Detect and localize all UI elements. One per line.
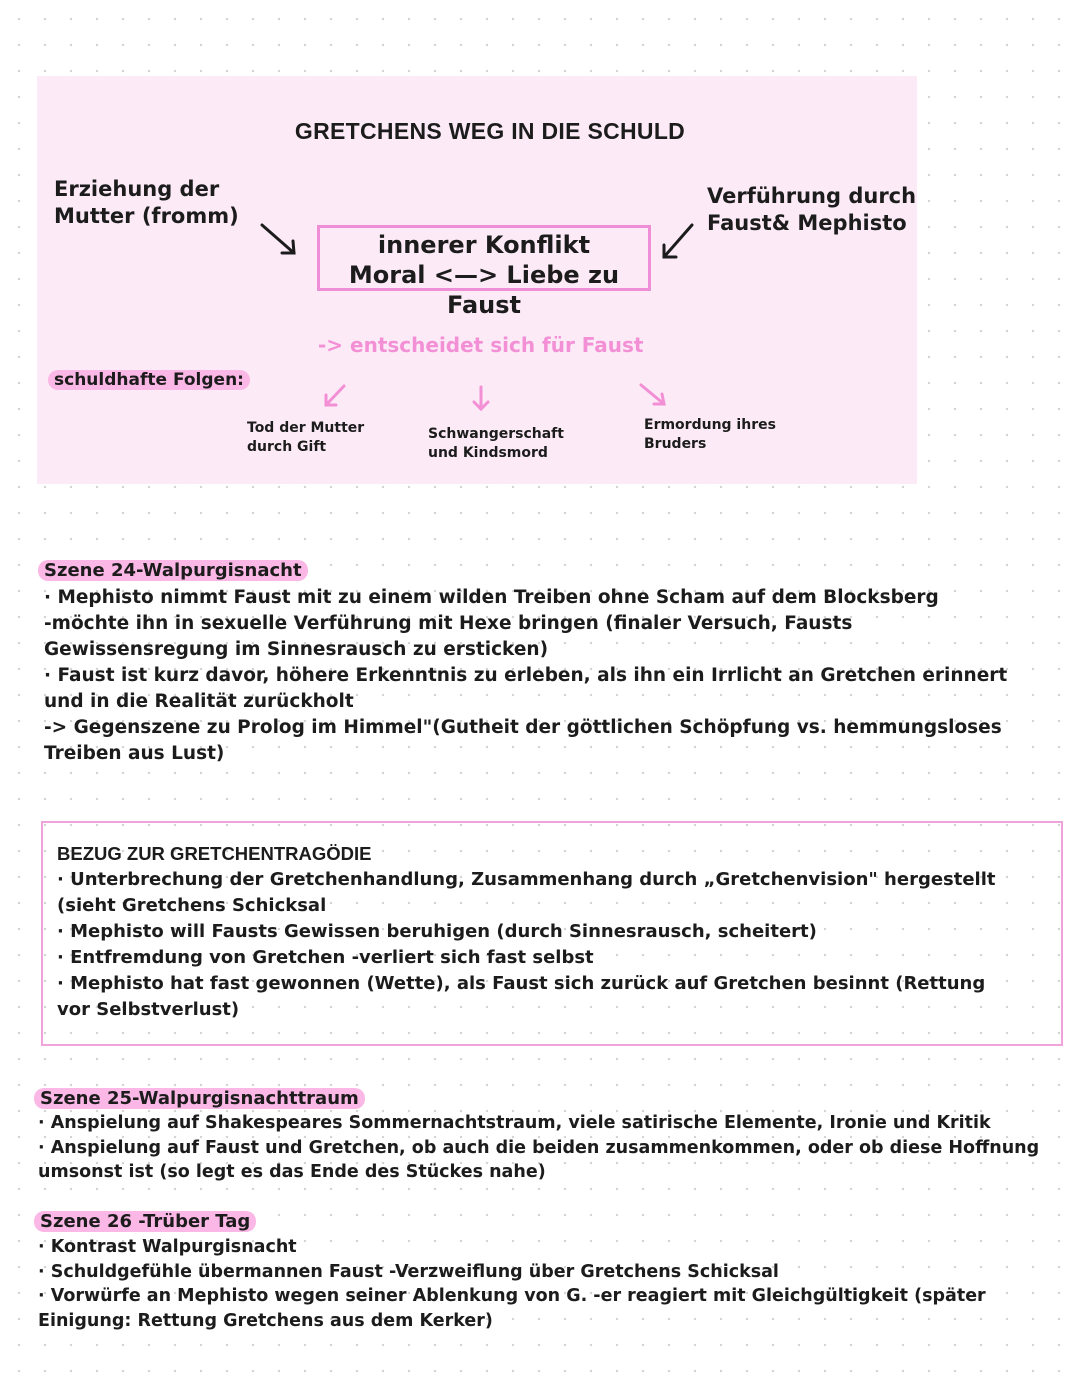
influence-mother-line-1: Erziehung der (54, 177, 220, 201)
text-line: umsonst ist (so legt es das Ende des Stückes nahe) (38, 1162, 546, 1182)
text-line: vor Selbstverlust) (57, 999, 240, 1020)
influence-mother-line-2: Mutter (fromm) (54, 204, 239, 228)
text-line: · Mephisto hat fast gewonnen (Wette), als Faust sich zurück auf Gretchen besinnt (Rettung (57, 973, 986, 994)
bezug-heading: BEZUG ZUR GRETCHENTRAGÖDIE (57, 843, 372, 864)
moral-vs-love-label: Moral <—> Liebe zu Faust (348, 261, 620, 319)
text-line: · Unterbrechung der Gretchenhandlung, Zusammenhang durch „Gretchenvision" hergestellt (57, 869, 996, 890)
consequence-line: Bruders (644, 436, 707, 452)
text-line: Einigung: Rettung Gretchens aus dem Kerker) (38, 1310, 493, 1331)
bezug-body (57, 867, 996, 1023)
text-line: Gewissensregung im Sinnesrausch zu ersticken) (44, 639, 549, 660)
scene-25-heading-text: Szene 25-Walpurgisnachttraum (34, 1088, 365, 1109)
pink-arrow-down-left-icon (326, 386, 344, 405)
consequence-line: Ermordung ihres (644, 417, 776, 433)
text-line: · Kontrast Walpurgisnacht (38, 1237, 297, 1257)
text-line: (sieht Gretchens Schicksal (57, 895, 327, 916)
consequences-label-text: schuldhafte Folgen: (48, 370, 250, 390)
scene-24-heading-text: Szene 24-Walpurgisnacht (38, 560, 308, 581)
consequence-line: durch Gift (247, 439, 327, 455)
text-line: · Anspielung auf Shakespeares Sommernachtstraum, viele satirische Elemente, Ironie und Kritik (38, 1113, 991, 1133)
consequences-label (48, 370, 250, 390)
text-line: Treiben aus Lust) (44, 743, 225, 764)
scene-24-body (44, 585, 1007, 767)
text-line: · Faust ist kurz davor, höhere Erkenntnis zu erleben, als ihn ein Irrlicht an Gretchen erinnert (44, 665, 1008, 686)
pink-arrow-down-icon (474, 387, 488, 409)
text-line: -möchte ihn in sexuelle Verführung mit Hexe bringen (finaler Versuch, Fausts (44, 613, 853, 634)
text-line: und in die Realität zurückholt (44, 691, 354, 712)
arrow-down-right-icon (262, 225, 294, 253)
consequence-pregnancy (428, 425, 564, 463)
consequence-line: Tod der Mutter (247, 420, 365, 436)
text-line: · Anspielung auf Faust und Gretchen, ob auch die beiden zusammenkommen, oder ob diese Hoffnung (38, 1137, 1040, 1158)
pink-arrow-down-right-icon (641, 385, 664, 404)
diagram-title: GRETCHENS WEG IN DIE SCHULD (294, 118, 686, 144)
scene-26-heading-text: Szene 26 -Trüber Tag (34, 1211, 256, 1232)
inner-conflict-title: innerer Konflikt (377, 231, 591, 259)
arrow-down-left-icon (664, 225, 692, 257)
consequence-brother-murder (644, 416, 776, 454)
scene-25-body (38, 1111, 1039, 1185)
scene-26-body (38, 1235, 986, 1333)
decision-label: -> entscheidet sich für Faust (318, 333, 644, 357)
text-line: · Mephisto will Fausts Gewissen beruhigen (durch Sinnesrausch, scheitert) (57, 921, 817, 942)
text-line: · Entfremdung von Gretchen -verliert sich fast selbst (57, 947, 594, 968)
scene-24-heading (38, 560, 308, 581)
scene-26-heading (34, 1211, 256, 1232)
text-line: · Vorwürfe an Mephisto wegen seiner Ablenkung von G. -er reagiert mit Gleichgültigkeit (später (38, 1286, 986, 1306)
influence-seduction-line-1: Verführung durch (707, 184, 917, 208)
inner-conflict-box (317, 225, 651, 319)
consequence-line: und Kindsmord (428, 445, 548, 461)
consequence-mother-death (247, 419, 364, 457)
text-line: · Mephisto nimmt Faust mit zu einem wilden Treiben ohne Scham auf dem Blocksberg (44, 587, 939, 608)
influence-seduction-line-2: Faust& Mephisto (707, 211, 907, 235)
text-line: -> Gegenszene zu Prolog im Himmel"(Gutheit der göttlichen Schöpfung vs. hemmungsloses (44, 717, 1002, 738)
text-line: · Schuldgefühle übermannen Faust -Verzweiflung über Gretchens Schicksal (38, 1261, 779, 1282)
consequence-line: Schwangerschaft (428, 426, 564, 442)
scene-25-heading (34, 1088, 365, 1109)
